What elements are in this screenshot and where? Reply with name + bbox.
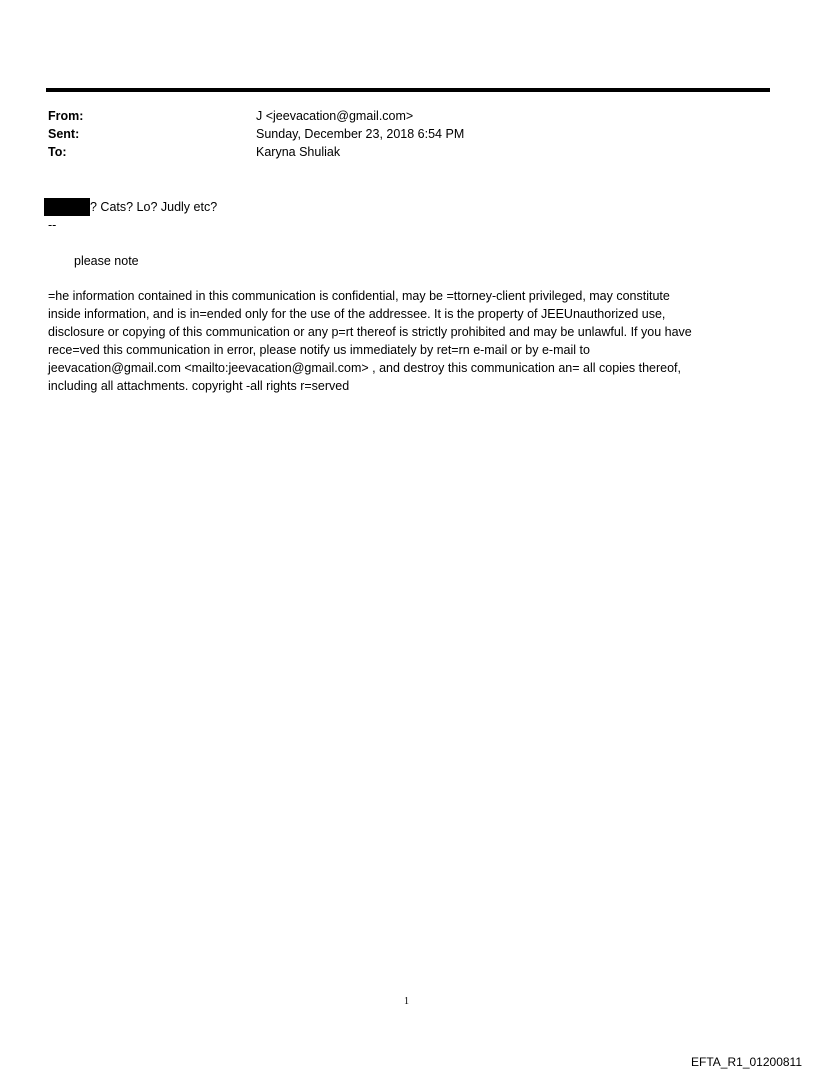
header-rule [46,88,770,92]
disclaimer-line: disclosure or copying of this communication or any p=rt thereof is strictly prohibited and may be unlawful. If you have [48,325,692,339]
confidentiality-disclaimer [48,287,768,395]
to-label: To: [48,145,67,159]
from-label: From: [48,109,84,123]
page-number: 1 [404,996,409,1007]
disclaimer-line: including all attachments. copyright -all rights r=served [48,379,350,393]
signature-separator: -- [48,218,57,232]
disclaimer-line: inside information, and is in=ended only for the use of the addressee. It is the property of JEEUnauthorized use, [48,307,666,321]
sent-value: Sunday, December 23, 2018 6:54 PM [256,127,465,141]
disclaimer-line: rece=ved this communication in error, please notify us immediately by ret=rn e-mail or by e-mail to [48,343,590,357]
message-first-line: ? Cats? Lo? Judly etc? [90,200,218,214]
to-value: Karyna Shuliak [256,145,341,159]
redaction-box [44,198,90,216]
document-id: EFTA_R1_01200811 [691,1055,802,1069]
disclaimer-line: jeevacation@gmail.com <mailto:jeevacation@gmail.com> , and destroy this communication an= all copies thereof, [48,361,681,375]
disclaimer-line: =he information contained in this communication is confidential, may be =ttorney-client privileged, may constitute [48,289,670,303]
from-value: J <jeevacation@gmail.com> [256,109,414,123]
sent-label: Sent: [48,127,80,141]
please-note-line: please note [74,254,139,268]
